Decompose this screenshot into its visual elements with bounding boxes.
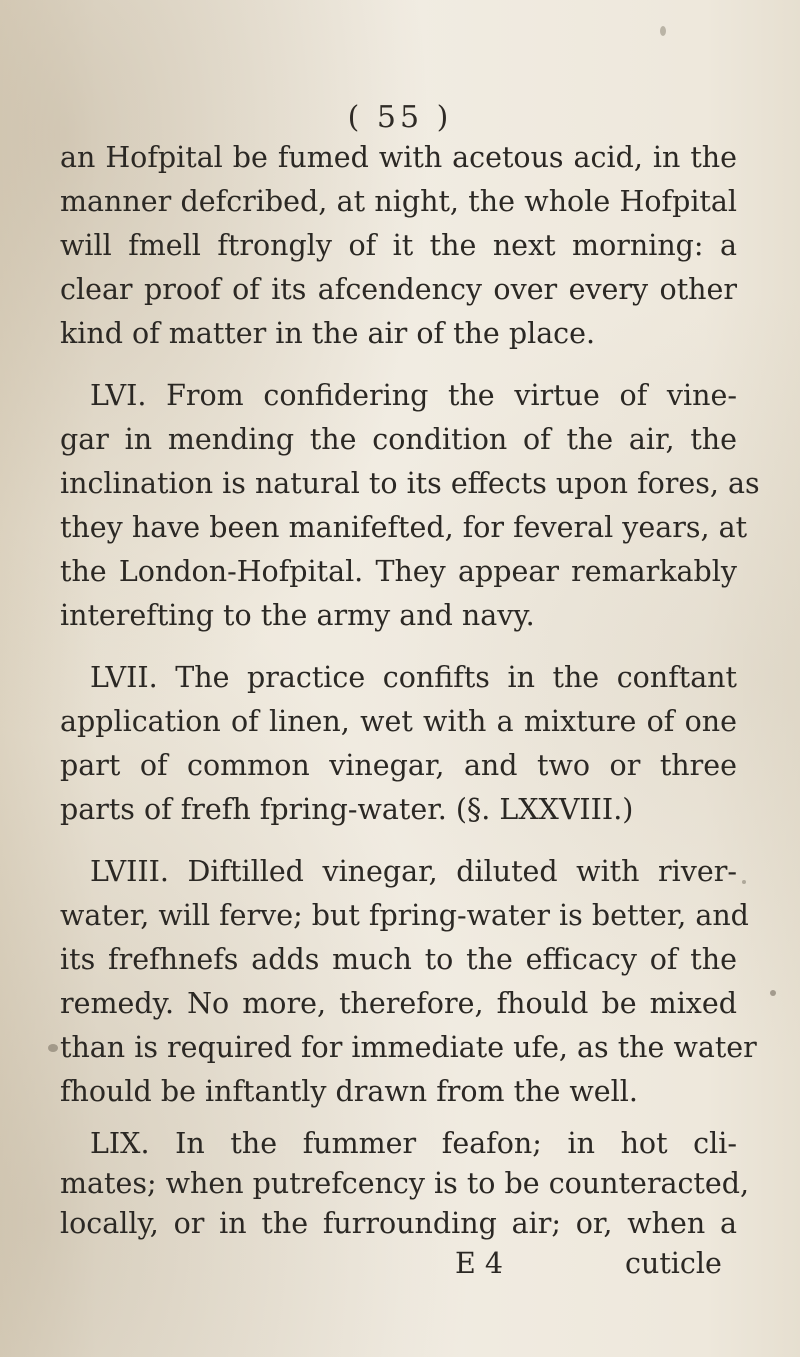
text-line: they have been manifefted, for feveral years, at	[60, 511, 748, 544]
text-line: remedy. No more, therefore, fhould be mixed	[60, 987, 737, 1020]
text-line: part of common vinegar, and two or three	[60, 749, 737, 782]
signature-mark: E 4	[455, 1247, 503, 1280]
text-line: the London-Hofpital. They appear remarkably	[60, 555, 737, 588]
text-line: than is required for immediate ufe, as the water	[60, 1031, 757, 1064]
text-line: parts of frefh fpring-water. (§. LXXVIII.)	[60, 793, 634, 826]
section-heading-line: LVIII. Diftilled vinegar, diluted with river-	[90, 855, 737, 888]
text-line: kind of matter in the air of the place.	[60, 317, 596, 350]
text-line: mates; when putrefcency is to be counteracted,	[60, 1167, 750, 1200]
text-line: gar in mending the condition of the air, the	[60, 423, 737, 456]
text-line: interefting to the army and navy.	[60, 599, 535, 632]
section-heading-line: LVI. From confidering the virtue of vine-	[90, 379, 737, 412]
paper-speck	[742, 880, 746, 884]
text-line: water, will ferve; but fpring-water is better, and	[60, 899, 749, 932]
text-line: clear proof of its afcendency over every other	[60, 273, 737, 306]
section-heading-line: LVII. The practice confifts in the conftant	[90, 661, 737, 694]
catchword: cuticle	[625, 1247, 722, 1280]
paper-speck	[48, 1044, 58, 1052]
text-line: manner defcribed, at night, the whole Hofpital	[60, 185, 737, 218]
text-line: fhould be inftantly drawn from the well.	[60, 1075, 638, 1108]
text-line: inclination is natural to its effects upon fores, as	[60, 467, 760, 500]
paper-speck	[660, 26, 666, 36]
text-line: an Hofpital be fumed with acetous acid, in the	[60, 141, 737, 174]
text-line: application of linen, wet with a mixture of one	[60, 705, 737, 738]
page-number: ( 55 )	[347, 100, 453, 135]
text-line: locally, or in the furrounding air; or, when a	[60, 1207, 737, 1240]
text-line: will fmell ftrongly of it the next morning: a	[60, 229, 737, 262]
page-footer	[0, 1244, 800, 1284]
section-heading-line: LIX. In the fummer feafon; in hot cli-	[90, 1127, 737, 1160]
text-line: its frefhnefs adds much to the efficacy of the	[60, 943, 737, 976]
paper-speck	[770, 990, 776, 996]
